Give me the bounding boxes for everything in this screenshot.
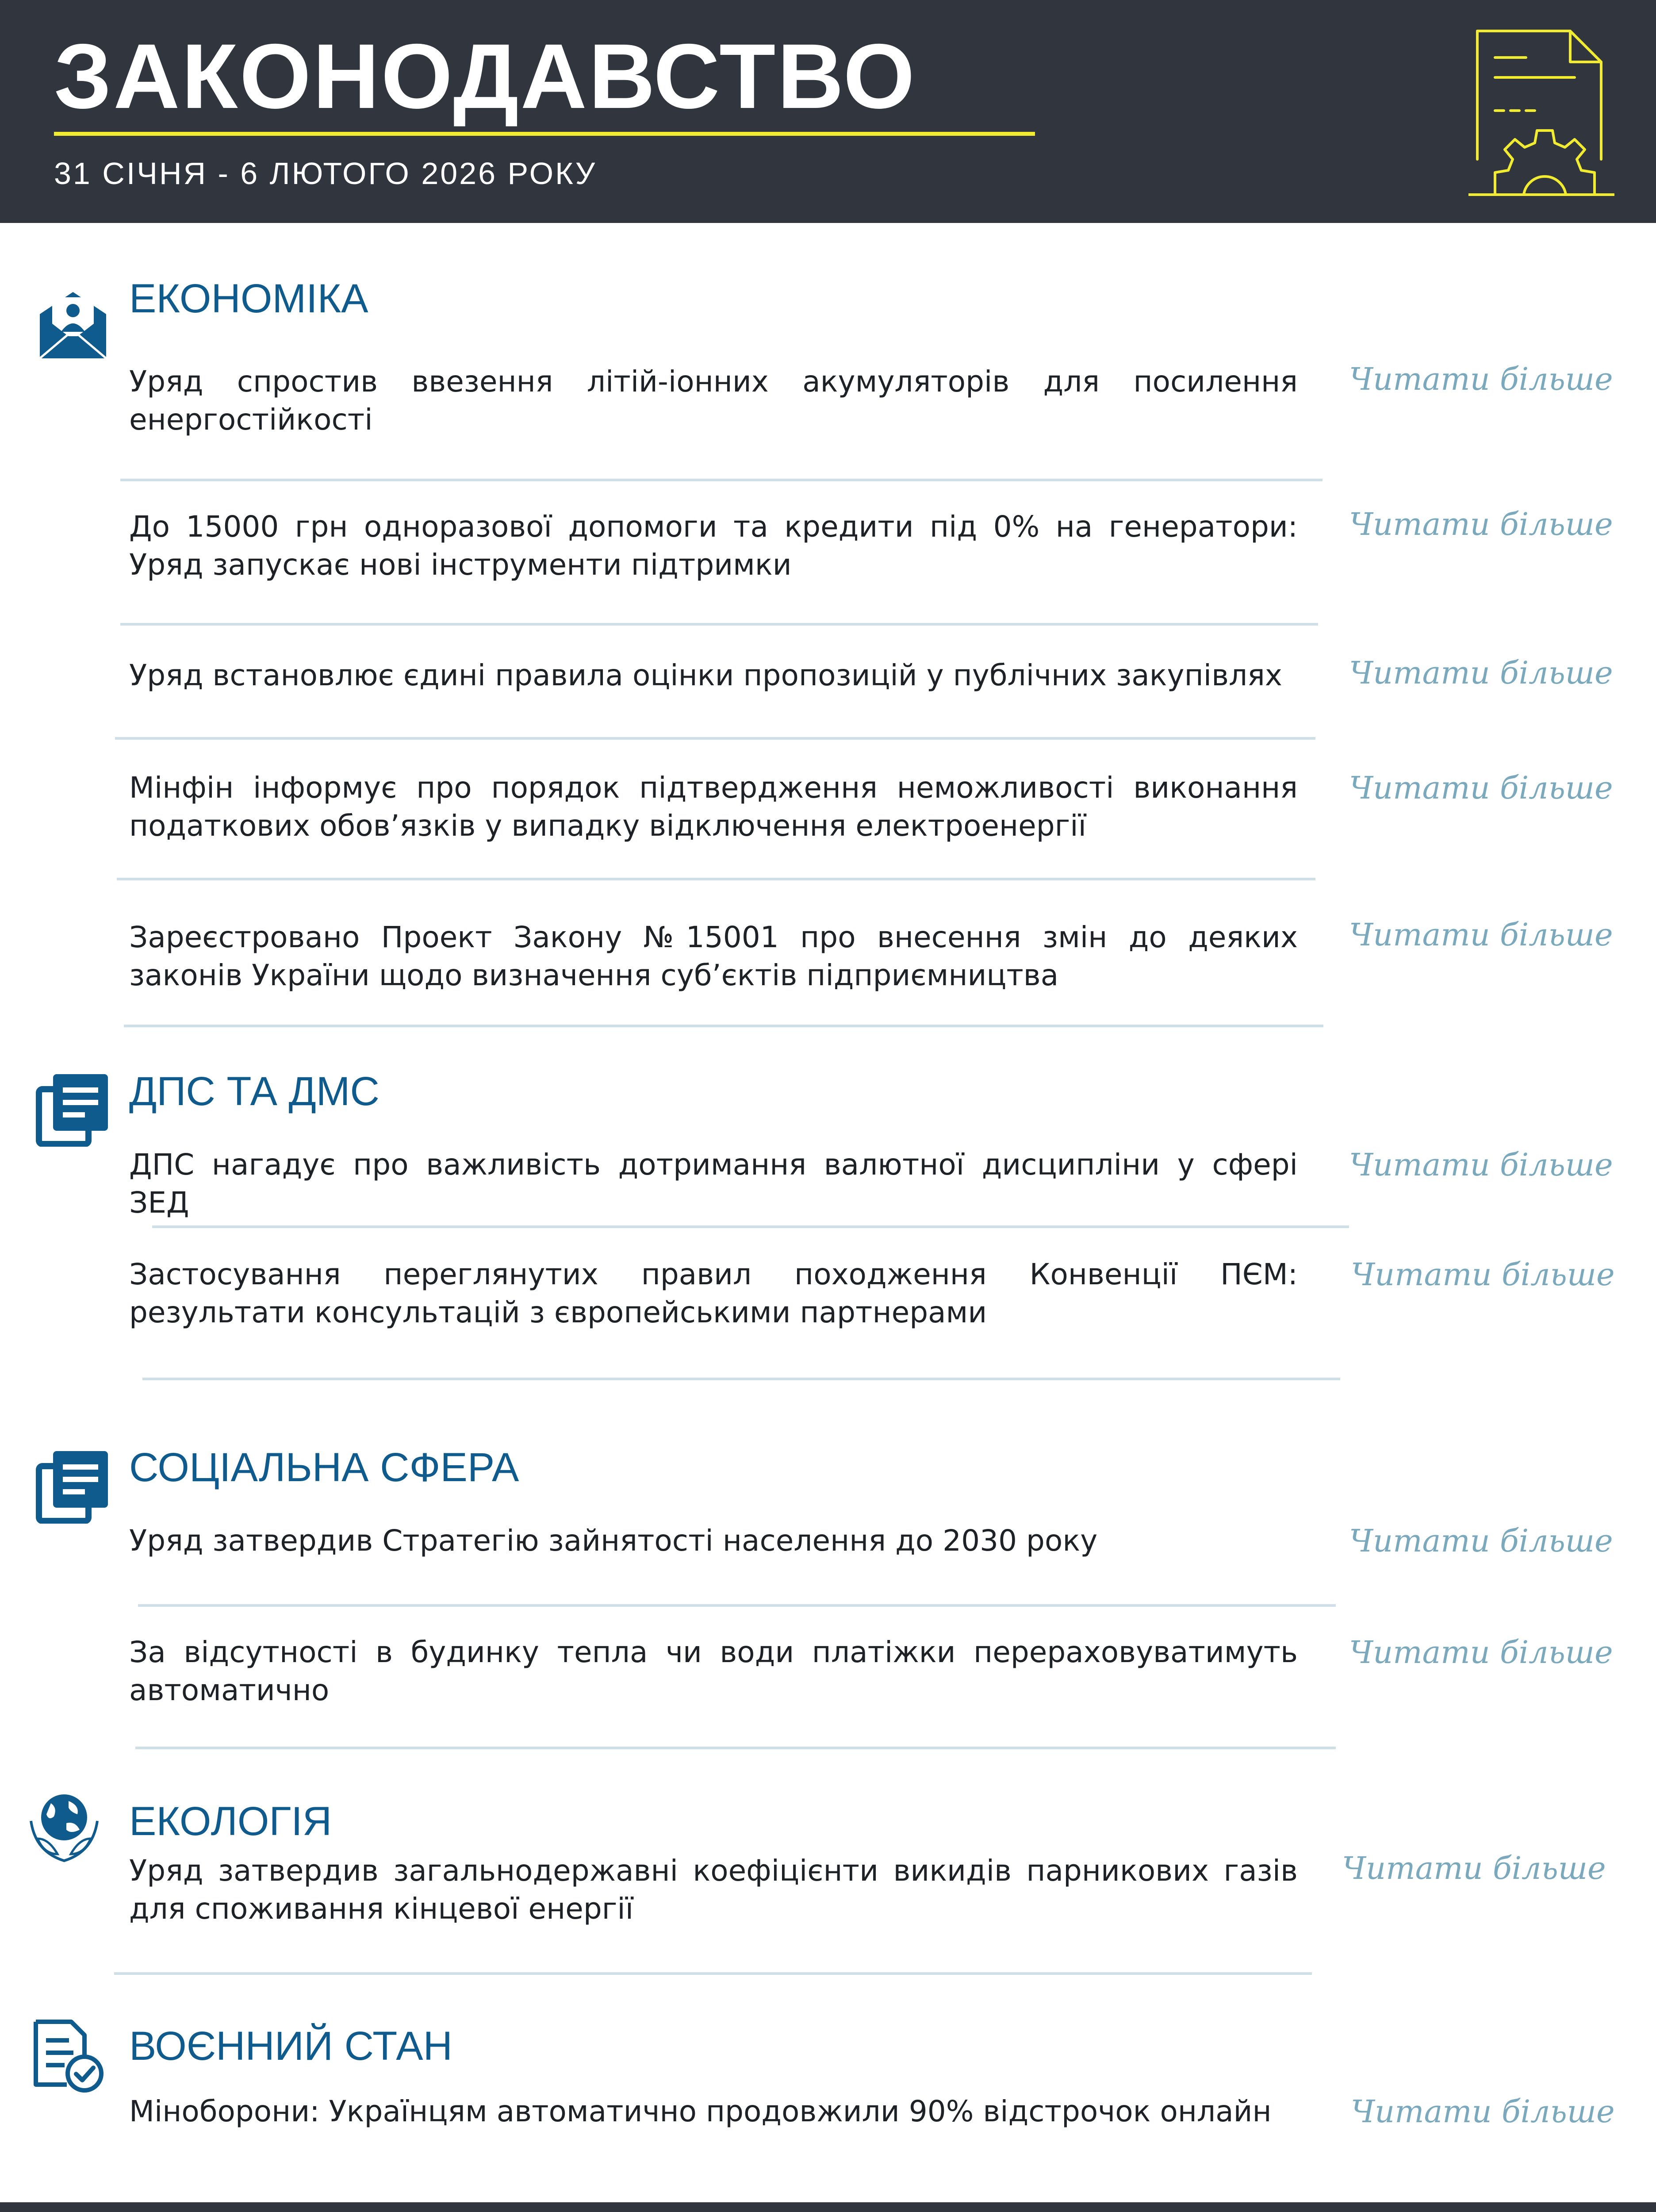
news-item-text: Міноборони: Українцям автоматично продовжили 90% відстрочок онлайн (129, 2094, 1272, 2128)
title-underline (54, 132, 1035, 136)
section-title: ЕКОНОМІКА (129, 276, 368, 321)
divider (135, 1747, 1336, 1749)
divider (114, 1972, 1312, 1975)
section-title: ВОЄННИЙ СТАН (129, 2024, 453, 2069)
documents-icon (35, 1071, 111, 1147)
news-item-text: Уряд спростив ввезення літій-іонних акумуляторів для посилення енергостійкості (129, 365, 1298, 437)
section-title: ЕКОЛОГІЯ (129, 1799, 332, 1844)
documents-icon (35, 1448, 111, 1524)
divider (152, 1225, 1349, 1228)
page-title: ЗАКОНОДАВСТВО (54, 25, 917, 128)
news-item-text: До 15000 грн одноразової допомоги та кредити під 0% на генератори: Уряд запускає нові інструменти підтримки (129, 510, 1298, 582)
divider (138, 1604, 1336, 1607)
read-more-link[interactable]: Читати більше (1349, 506, 1613, 542)
read-more-link[interactable]: Читати більше (1349, 1523, 1613, 1559)
section-title: СОЦІАЛЬНА СФЕРА (129, 1445, 519, 1490)
read-more-link[interactable]: Читати більше (1349, 1147, 1613, 1183)
news-item-text: Уряд затвердив Стратегію зайнятості населення до 2030 року (129, 1524, 1098, 1558)
divider (124, 1025, 1323, 1027)
read-more-link[interactable]: Читати більше (1351, 2093, 1615, 2130)
news-item-text: ДПС нагадує про важливість дотримання валютної дисципліни у сфері ЗЕД (129, 1148, 1298, 1220)
read-more-link[interactable]: Читати більше (1349, 1634, 1613, 1671)
divider (115, 737, 1315, 740)
news-item-text: Уряд встановлює єдині правила оцінки пропозицій у публічних закупівлях (129, 658, 1282, 692)
read-more-link[interactable]: Читати більше (1342, 1850, 1606, 1886)
document-check-icon (29, 2018, 104, 2093)
news-item-text: Уряд затвердив загальнодержавні коефіцієнти викидів парникових газів для споживання кінцевої енергії (129, 1854, 1298, 1926)
news-item-text: За відсутності в будинку тепла чи води платіжки перераховуватимуть автоматично (129, 1635, 1298, 1707)
news-item-text: Мінфін інформує про порядок підтвердження неможливості виконання податкових обов’язків у випадку відключення електроенергії (129, 771, 1298, 843)
envelope-user-icon (35, 288, 111, 363)
read-more-link[interactable]: Читати більше (1349, 770, 1613, 806)
read-more-link[interactable]: Читати більше (1349, 655, 1613, 691)
section-title: ДПС ТА ДМС (129, 1069, 380, 1114)
footer-banner (0, 2202, 1656, 2212)
read-more-link[interactable]: Читати більше (1351, 1256, 1615, 1293)
read-more-link[interactable]: Читати більше (1349, 917, 1613, 953)
document-gear-icon (1468, 27, 1614, 204)
globe-leaves-icon (27, 1790, 102, 1865)
divider (120, 623, 1318, 626)
date-range: 31 СІЧНЯ - 6 ЛЮТОГО 2026 РОКУ (54, 156, 597, 191)
divider (120, 479, 1322, 481)
news-item-text: Застосування переглянутих правил походження Конвенції ПЄМ: результати консультацій з європейськими партнерами (129, 1257, 1298, 1329)
header-banner (0, 0, 1656, 223)
divider (142, 1378, 1340, 1380)
divider (117, 878, 1315, 880)
read-more-link[interactable]: Читати більше (1349, 361, 1613, 397)
news-item-text: Зареєстровано Проект Закону №15001 про внесення змін до деяких законів України щодо визначення суб’єктів підприємництва (129, 920, 1298, 992)
